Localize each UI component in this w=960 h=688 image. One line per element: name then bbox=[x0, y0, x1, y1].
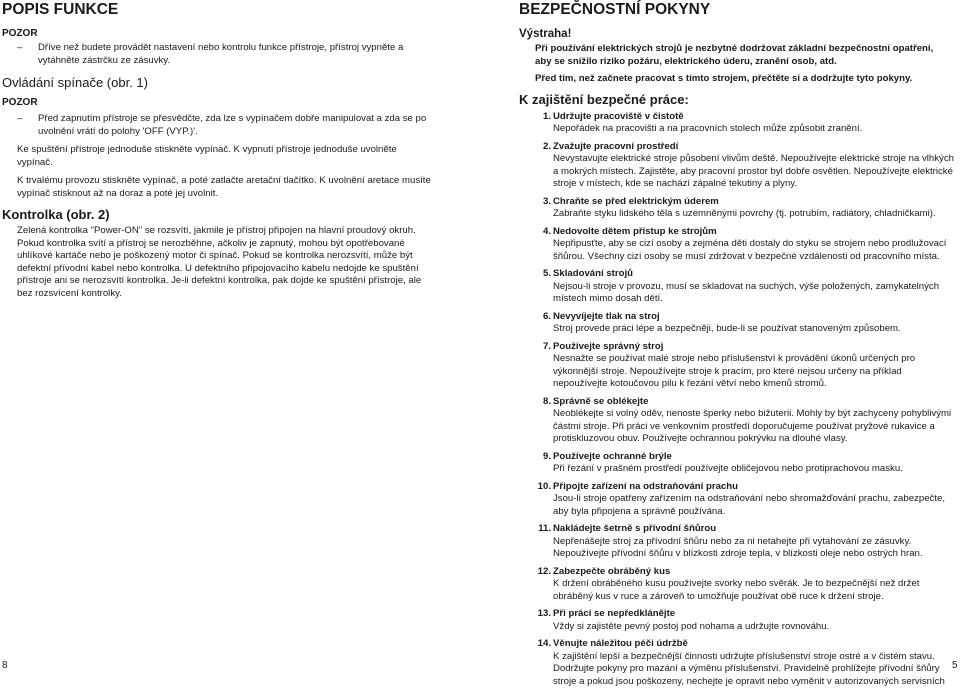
safety-item-text: K zajištění lepší a bezpečnější činnosti udržujte příslušenství stroje ostré a v čistém stavu. Dodržujte pokyny pro mazání a výměnu příslušenství. Pravidelně prohlížejte přívodní šňůry stroje a pokud jsou poškozeny, nechejte je opravit nebo vyměnit v autorizovaných servisních bbox=[553, 651, 955, 688]
safety-item-title: Používejte správný stroj bbox=[553, 341, 955, 354]
pozor-item: – Dříve než budete provádět nastavení nebo kontrolu funkce přístroje, přístroj vypněte a vytáhněte zástrčku ze zásuvky. bbox=[2, 42, 438, 67]
safety-item-text: Nepřenášejte stroj za přívodní šňůru nebo za ni netahejte při vytahování ze zásuvky. Nepoužívejte přívodní šňůru v blízkosti zdroje tepla, v blízkosti oleje nebo ostrých hran. bbox=[553, 536, 955, 561]
safety-item-title: Připojte zařízení na odstraňování prachu bbox=[553, 481, 955, 494]
safety-item-text: Nepřipusťte, aby se cizí osoby a zejména děti dostaly do styku se strojem nebo prodlužovací šňůrou. Všechny cizí osoby se musí zdržovat v bezpečné vzdálenosti od pracovního místa. bbox=[553, 238, 955, 263]
pozor-item-2: – Před zapnutím přístroje se přesvědčte, zda lze s vypínačem dobře manipulovat a zda se po uvolnění vrátí do polohy 'OFF (VYP.)'. bbox=[2, 113, 443, 138]
safety-item-text: Jsou-li stroje opatřeny zařízením na odstraňování nebo shromažďování prachu, zabezpečte, aby byla připojena a správně používána. bbox=[553, 493, 955, 518]
safety-item-text: Stroj provede práci lépe a bezpečněji, bude-li se používat stanoveným způsobem. bbox=[553, 323, 955, 336]
safety-item bbox=[519, 226, 955, 264]
safety-item-title: Chraňte se před elektrickým úderem bbox=[553, 196, 955, 209]
safety-item-text: Neoblékejte si volný oděv, nenoste šperky nebo bižuterii. Mohly by být zachyceny pohyblivými částmi stroje. Při práci ve venkovním prostředí doporučujeme používat pryžové rukavice a protiskluzovou obuv. Používejte ochrannou pokrývku na dlouhé vlasy. bbox=[553, 408, 955, 446]
safety-item bbox=[519, 268, 955, 306]
safety-item bbox=[519, 396, 955, 446]
safety-item bbox=[519, 481, 955, 519]
safety-item bbox=[519, 451, 955, 476]
safety-item-title: Správně se oblékejte bbox=[553, 396, 955, 409]
safety-item-title: Nevyvíjejte tlak na stroj bbox=[553, 311, 955, 324]
safety-item-number: 14. bbox=[533, 638, 551, 651]
safety-item-number: 9. bbox=[533, 451, 551, 464]
safety-item-text: Nepořádek na pracovišti a na pracovních stolech může způsobit zranění. bbox=[553, 123, 955, 136]
safety-item-title: Nedovolte dětem přístup ke strojům bbox=[553, 226, 955, 239]
safety-item-title: Používejte ochranné brýle bbox=[553, 451, 955, 464]
safety-item-text: Vždy si zajistěte pevný postoj pod nohama a udržujte rovnováhu. bbox=[553, 621, 955, 634]
page-number-left: 8 bbox=[2, 660, 8, 671]
safety-item-number: 10. bbox=[533, 481, 551, 494]
warning-label: Výstraha! bbox=[519, 27, 959, 41]
safety-item bbox=[519, 608, 955, 633]
safety-item-text: Nevystavujte elektrické stroje působení vlivům deště. Nepoužívejte elektrické stroje na vlhkých a mokrých místech. Zajistěte, aby pracovní prostor byl dobře osvětlen. Nepoužívejte elektrické stroje v místech, kde se nachází zápalné tekutiny a plyny. bbox=[553, 153, 955, 191]
safety-item-number: 12. bbox=[533, 566, 551, 579]
safety-item-number: 5. bbox=[533, 268, 551, 281]
safety-item-text: K držení obráběného kusu používejte svorky nebo svěrák. Je to bezpečnější než držet obráběný kus v ruce a zároveň to umožňuje používat obě ruce k držení stroje. bbox=[553, 578, 955, 603]
safety-item-text: Nesnažte se používat malé stroje nebo příslušenství k provádění úkonů určených pro výkonnější stroje. Nepoužívejte stroje k pracím, pro které nejsou určeny na příklad nepoužívejte kotoučovou pilu k řezání větví nebo kmenů stromů. bbox=[553, 353, 955, 391]
safety-item bbox=[519, 111, 955, 136]
switch-heading: Ovládání spínače (obr. 1) bbox=[2, 75, 440, 90]
safety-item-number: 13. bbox=[533, 608, 551, 621]
safety-item bbox=[519, 196, 955, 221]
safety-item-title: Zvažujte pracovní prostředí bbox=[553, 141, 955, 154]
safety-item-title: Při práci se nepředklánějte bbox=[553, 608, 955, 621]
safety-item-text: Nejsou-li stroje v provozu, musí se skladovat na suchých, výše položených, zamykatelných místech mimo dosah dětí. bbox=[553, 281, 955, 306]
switch-paragraph-1: Ke spuštění přístroje jednoduše stiskněte vypínač. K vypnutí přístroje jednoduše uvolněte vypínač. bbox=[2, 144, 417, 169]
page-number-right: 5 bbox=[952, 660, 958, 671]
left-column bbox=[2, 0, 440, 300]
switch-paragraph-2: K trvalému provozu stiskněte vypínač, a poté zatlačte aretační tlačítko. K uvolnění aretace musíte vypínač stisknout až na doraz a poté jej uvolnit. bbox=[2, 175, 432, 200]
warning-text-2: Před tím, než začnete pracovat s tímto strojem, přečtěte si a dodržujte tyto pokyny. bbox=[519, 73, 945, 86]
pozor-label-2: POZOR bbox=[2, 96, 440, 109]
warning-text-1: Při používání elektrických strojů je nezbytné dodržovat základní bezpečnostní opatření, aby se snížilo riziko požáru, elektrického úderu, zranění osob, atd. bbox=[519, 43, 945, 68]
safety-item-number: 8. bbox=[533, 396, 551, 409]
safety-item-title: Věnujte náležitou péči údržbě bbox=[553, 638, 955, 651]
safety-item-text: Zabraňte styku lidského těla s uzemněnými povrchy (tj. potrubím, radiátory, chladničkami). bbox=[553, 208, 955, 221]
safety-item-number: 4. bbox=[533, 226, 551, 239]
pozor-label: POZOR bbox=[2, 27, 440, 40]
right-column bbox=[519, 0, 959, 688]
safety-item bbox=[519, 523, 955, 561]
safety-item bbox=[519, 311, 955, 336]
lamp-heading: Kontrolka (obr. 2) bbox=[2, 207, 440, 222]
safety-item-number: 6. bbox=[533, 311, 551, 324]
safety-item-number: 7. bbox=[533, 341, 551, 354]
safety-item-text: Při řezání v prašném prostředí používejte obličejovou nebo protiprachovou masku. bbox=[553, 463, 955, 476]
safety-item bbox=[519, 341, 955, 391]
lamp-paragraph: Zelená kontrolka "Power-ON" se rozsvítí, jakmile je přístroj připojen na hlavní proudový okruh. Pokud kontrolka svítí a přístroj se nerozběhne, ačkoliv je zapnutý, mohou být opotřebované uhlíkové kartáče nebo je poškozený motor či spínač. Pokud se kontrolka nerozsvítí, může být defektní přívodní kabel nebo kontrolka. U defektního připojovacího kabelu nedojde ke spuštění přístroje ani se nerozsvítí kontrolka. Je-li defektní kontrolka, pak dojde ke spuštění přístroje, ale bez rozsvícení kontrolky. bbox=[2, 225, 435, 300]
page-title-right: BEZPEČNOSTNÍ POKYNY bbox=[519, 1, 959, 19]
safety-item-title: Nakládejte šetrně s přívodní šňůrou bbox=[553, 523, 955, 536]
safety-item-title: Udržujte pracoviště v čistotě bbox=[553, 111, 955, 124]
safety-item bbox=[519, 141, 955, 191]
safety-item bbox=[519, 566, 955, 604]
safety-item-number: 3. bbox=[533, 196, 551, 209]
safety-item-title: Zabezpečte obráběný kus bbox=[553, 566, 955, 579]
page-title-left: POPIS FUNKCE bbox=[2, 1, 440, 19]
safety-list bbox=[519, 111, 959, 688]
safety-item-number: 2. bbox=[533, 141, 551, 154]
safety-subheading: K zajištění bezpečné práce: bbox=[519, 92, 959, 107]
safety-item-title: Skladování strojů bbox=[553, 268, 955, 281]
safety-item-number: 11. bbox=[533, 523, 551, 536]
safety-item-number: 1. bbox=[533, 111, 551, 124]
safety-item bbox=[519, 638, 955, 688]
